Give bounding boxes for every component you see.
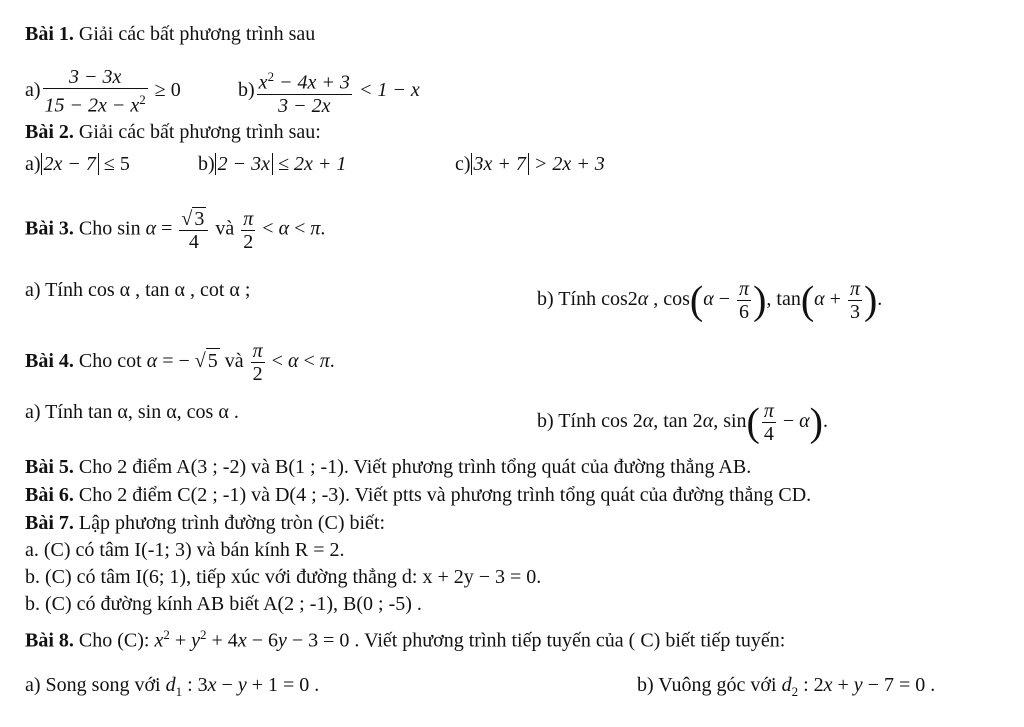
bai-5: Bài 5. Cho 2 điểm A(3 ; -2) và B(1 ; -1). Viết phương trình tổng quát của đường thẳng AB. — [25, 456, 752, 478]
bai-8-heading: Bài 8. Cho (C): $x^2 + y^2 + 4x - 6y - 3 = 0$ . Viết phương trình tiếp tuyến của ( C) biết tiếp tuyến: — [25, 627, 786, 652]
bai-7b: b. (C) có tâm I(6; 1), tiếp xúc với đường thẳng d: x + 2y − 3 = 0. — [25, 566, 542, 588]
bai-1b: b) $\frac{x^2 - 4x + 3}{3 - 2x}$ < 1 − x — [238, 66, 420, 117]
bai-6: Bài 6. Cho 2 điểm C(2 ; -1) và D(4 ; -3). Viết ptts và phương trình tổng quát của đường thẳng CD. — [25, 484, 812, 506]
bai-3b: b) Tính cos2α , cos(α − $\frac{\pi}{6}$ ), tan(α + $\frac{\pi}{3}$ ). — [537, 277, 883, 323]
bai-2a: a) 2x − 7 ≤ 5 — [25, 153, 130, 175]
bai-3a: a) Tính cos α , tan α , cot α ; — [25, 279, 251, 301]
bai-2-heading: Bài 2. Giải các bất phương trình sau: — [25, 121, 321, 143]
bai-7c: b. (C) có đường kính AB biết A(2 ; -1), B(0 ; -5) . — [25, 593, 422, 615]
fraction: $\frac{3 - 3x}{15 - 2x - x^2}$ — [44, 66, 146, 117]
bai-1a: a) $\frac{3 - 3x}{15 - 2x - x^2}$ ≥ 0 — [25, 66, 181, 117]
bai-8b: b) Vuông góc với $d_2$ : 2x + y − 7 = 0 . — [637, 674, 936, 699]
bai-1-heading: Bài 1. Giải các bất phương trình sau — [25, 23, 316, 45]
bai-4b: b) Tính cos 2α, tan 2α, sin( $\frac{\pi}{4}$ − α). — [537, 399, 828, 445]
bai-4a: a) Tính tan α, sin α, cos α . — [25, 401, 239, 423]
bai-8a: a) Song song với $d_1$ : 3x − y + 1 = 0 . — [25, 674, 320, 699]
bai-7-heading: Bài 7. Lập phương trình đường tròn (C) biết: — [25, 512, 386, 534]
fraction: $\frac{x^2 - 4x + 3}{3 - 2x}$ — [257, 66, 352, 117]
bai-2b: b) 2 − 3x ≤ 2x + 1 — [198, 153, 347, 175]
bai-4-heading: Bài 4. Cho cot α = − √ 5 và $\frac{\pi}{2}$ < α < π. — [25, 340, 335, 385]
bai-7a: a. (C) có tâm I(-1; 3) và bán kính R = 2. — [25, 539, 345, 561]
bai-3-heading: Bài 3. Cho sin α = $\frac{√ 3}{4}$ và $\frac{\pi}{2}$ < α < π. — [25, 207, 326, 253]
bai-2c: c) 3x + 7 > 2x + 3 — [455, 153, 605, 175]
